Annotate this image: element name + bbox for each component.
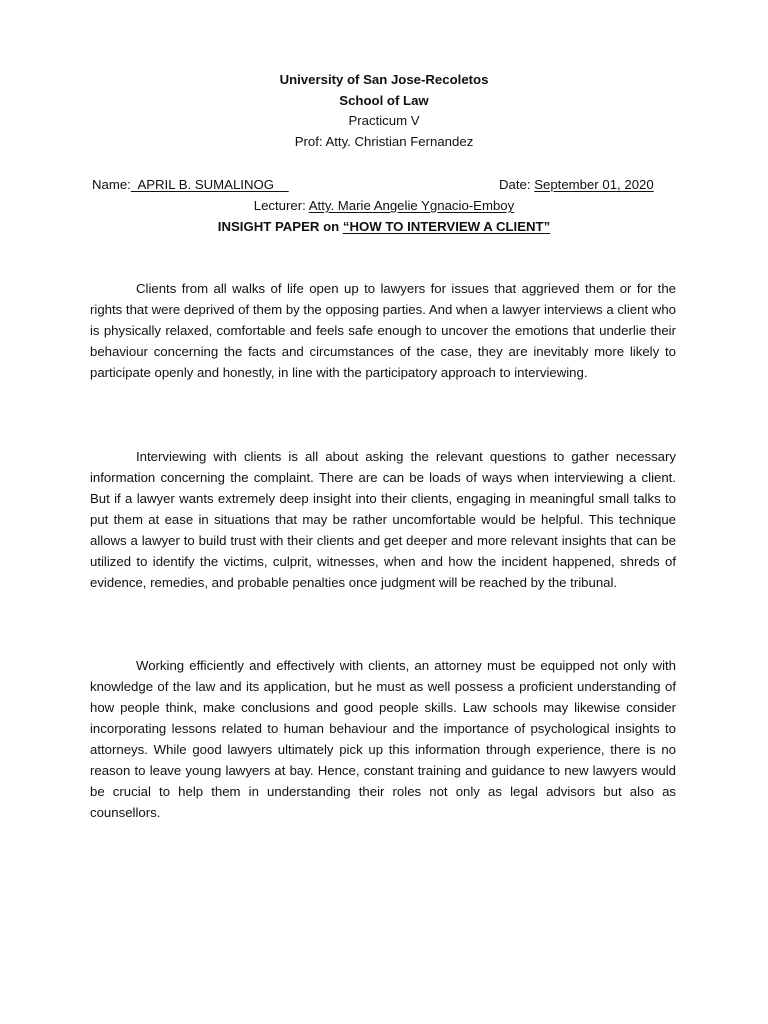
title-prefix: INSIGHT PAPER on xyxy=(217,219,343,234)
date-line xyxy=(499,176,654,194)
name-label: Name: xyxy=(92,177,131,192)
lecturer-value: Atty. Marie Angelie Ygnacio-Emboy xyxy=(308,198,515,213)
paper-title xyxy=(0,218,768,236)
paragraph-3: Working efficiently and effectively with clients, an attorney must be equipped not only with knowledge of the law and its application, but he must as well possess a proficient understanding of how people think, make conclusions and good people skills. Law schools may likewise consider incorporating lessons related to human behaviour and the importance of psychological insights to attorneys. While good lawyers ultimately pick up this information through experience, there is no reason to leave young lawyers at bay. Hence, constant training and guidance to new lawyers would be crucial to help them in understanding their roles not only as legal advisors but also as counsellors. xyxy=(90,658,676,820)
university-name: University of San Jose-Recoletos xyxy=(279,72,489,87)
lecturer-line xyxy=(0,197,768,215)
date-label: Date: xyxy=(499,177,535,192)
title-topic: “HOW TO INTERVIEW A CLIENT” xyxy=(342,219,551,234)
date-value: September 01, 2020 xyxy=(534,177,654,192)
professor-line: Prof: Atty. Christian Fernandez xyxy=(294,134,474,149)
paragraph-1: Clients from all walks of life open up to lawyers for issues that aggrieved them or for the rights that were deprived of them by the opposing parties. And when a lawyer interviews a client who is physically relaxed, comfortable and feels safe enough to uncover the emotions that underlie their behaviour concerning the facts and circumstances of the case, they are inevitably more likely to participate openly and honestly, in line with the participatory approach to interviewing. xyxy=(90,281,676,380)
name-value: APRIL B. SUMALINOG xyxy=(130,177,289,192)
school-name: School of Law xyxy=(339,93,429,108)
paragraph-2: Interviewing with clients is all about asking the relevant questions to gather necessary information concerning the complaint. There are can be loads of ways when interviewing a client. But if a lawyer wants extremely deep insight into their clients, engaging in meaningful small talks to put them at ease in situations that may be rather uncomfortable would be helpful. This technique allows a lawyer to build trust with their clients and get deeper and more relevant insights that can be utilized to identify the victims, culprit, witnesses, when and how the incident happened, shreds of evidence, remedies, and probable penalties once judgment will be reached by the tribunal. xyxy=(90,449,676,590)
lecturer-label: Lecturer: xyxy=(253,198,309,213)
name-line xyxy=(92,176,289,194)
course-name: Practicum V xyxy=(348,113,420,128)
